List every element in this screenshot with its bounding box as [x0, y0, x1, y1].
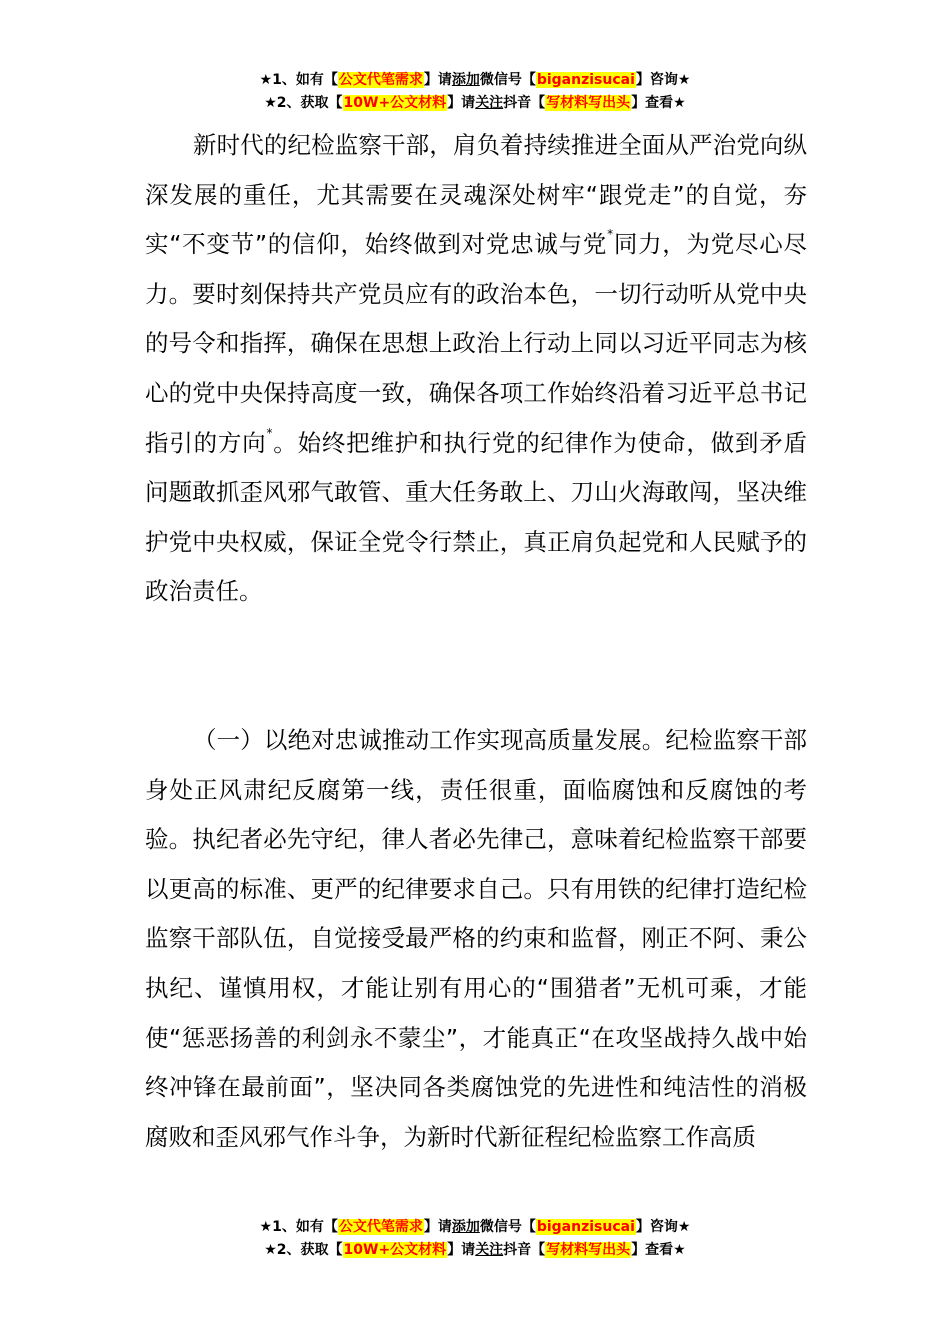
- footer-ad-banner: [0, 1216, 950, 1262]
- underlined-text: 添加: [451, 1219, 480, 1235]
- banner-text: ★2、获取【: [264, 95, 343, 111]
- banner-text: 微信号【: [479, 1219, 536, 1235]
- banner-text: ★1、如有【: [259, 1219, 338, 1235]
- banner-line-2: [0, 1239, 950, 1262]
- highlight-service: 公文代笔需求: [338, 72, 423, 88]
- highlight-wechat-id: biganzisucai: [536, 72, 635, 88]
- paragraph-text: 同力，为党尽心尽力。要时刻保持共产党员应有的政治本色，一切行动听从党中央的号令和指挥，确保在思想上政治上行动上同以习近平同志为核心的党中央保持高度一致，确保各项工作始终沿着习近平总书记指引的方向: [145, 230, 807, 457]
- banner-text: 】咨询★: [635, 72, 691, 88]
- highlight-materials: 10W+公文材料: [343, 95, 447, 111]
- paragraph-spacer: [145, 617, 807, 716]
- paragraph-section-1: （一）以绝对忠诚推动工作实现高质量发展。纪检监察干部身处正风肃纪反腐第一线，责任很重，面临腐蚀和反腐蚀的考验。执纪者必先守纪，律人者必先律己，意味着纪检监察干部要以更高的标准、更严的纪律要求自己。只有用铁的纪律打造纪检监察干部队伍，自觉接受最严格的约束和监督，刚正不阿、秉公执纪、谨慎用权，才能让别有用心的“围猎者”无机可乘，才能使“惩恶扬善的利剑永不蒙尘”，才能真正“在攻坚战持久战中始终冲锋在最前面”，坚决同各类腐蚀党的先进性和纯洁性的消极腐败和歪风邪气作斗争，为新时代新征程纪检监察工作高质: [145, 725, 807, 1151]
- highlight-account: 写材料写出头: [546, 1242, 631, 1258]
- banner-text: 抖音【: [503, 95, 546, 111]
- document-body: [145, 121, 807, 1162]
- asterisk-mark: *: [607, 227, 614, 242]
- banner-text: 】查看★: [631, 95, 686, 111]
- underlined-text: 添加: [451, 72, 480, 88]
- banner-text: ★2、获取【: [264, 1242, 343, 1258]
- header-ad-banner: [0, 69, 950, 115]
- highlight-materials: 10W+公文材料: [343, 1242, 447, 1258]
- paragraph-intro: [145, 121, 807, 617]
- banner-line-1: [0, 1216, 950, 1239]
- paragraph-text: 。始终把维护和执行党的纪律作为使命，做到矛盾问题敢抓歪风邪气敢管、重大任务敢上、刀山火海敢闯，坚决维护党中央权威，保证全党令行禁止，真正肩负起党和人民赋予的政治责任。: [145, 428, 808, 606]
- highlight-account: 写材料写出头: [546, 95, 631, 111]
- banner-line-1: [0, 69, 950, 92]
- banner-text: 】咨询★: [635, 1219, 691, 1235]
- banner-text: 抖音【: [503, 1242, 546, 1258]
- banner-text: ★1、如有【: [259, 72, 338, 88]
- highlight-wechat-id: biganzisucai: [536, 1219, 635, 1235]
- paragraph-text: 新时代的纪检监察干部，肩负着持续推进全面从严治党向纵深发展的重任，尤其需要在灵魂深处树牢“跟党走”的自觉，夯实“不变节”的信仰，始终做到对党忠诚与党: [145, 131, 807, 259]
- asterisk-mark: *: [266, 425, 273, 440]
- banner-text: 】请: [423, 1219, 452, 1235]
- banner-text: 】请: [447, 95, 476, 111]
- underlined-text: 关注: [475, 1242, 504, 1258]
- banner-text: 微信号【: [479, 72, 536, 88]
- banner-text: 】请: [423, 72, 452, 88]
- highlight-service: 公文代笔需求: [338, 1219, 423, 1235]
- banner-text: 】请: [447, 1242, 476, 1258]
- banner-line-2: [0, 92, 950, 115]
- underlined-text: 关注: [475, 95, 504, 111]
- banner-text: 】查看★: [631, 1242, 686, 1258]
